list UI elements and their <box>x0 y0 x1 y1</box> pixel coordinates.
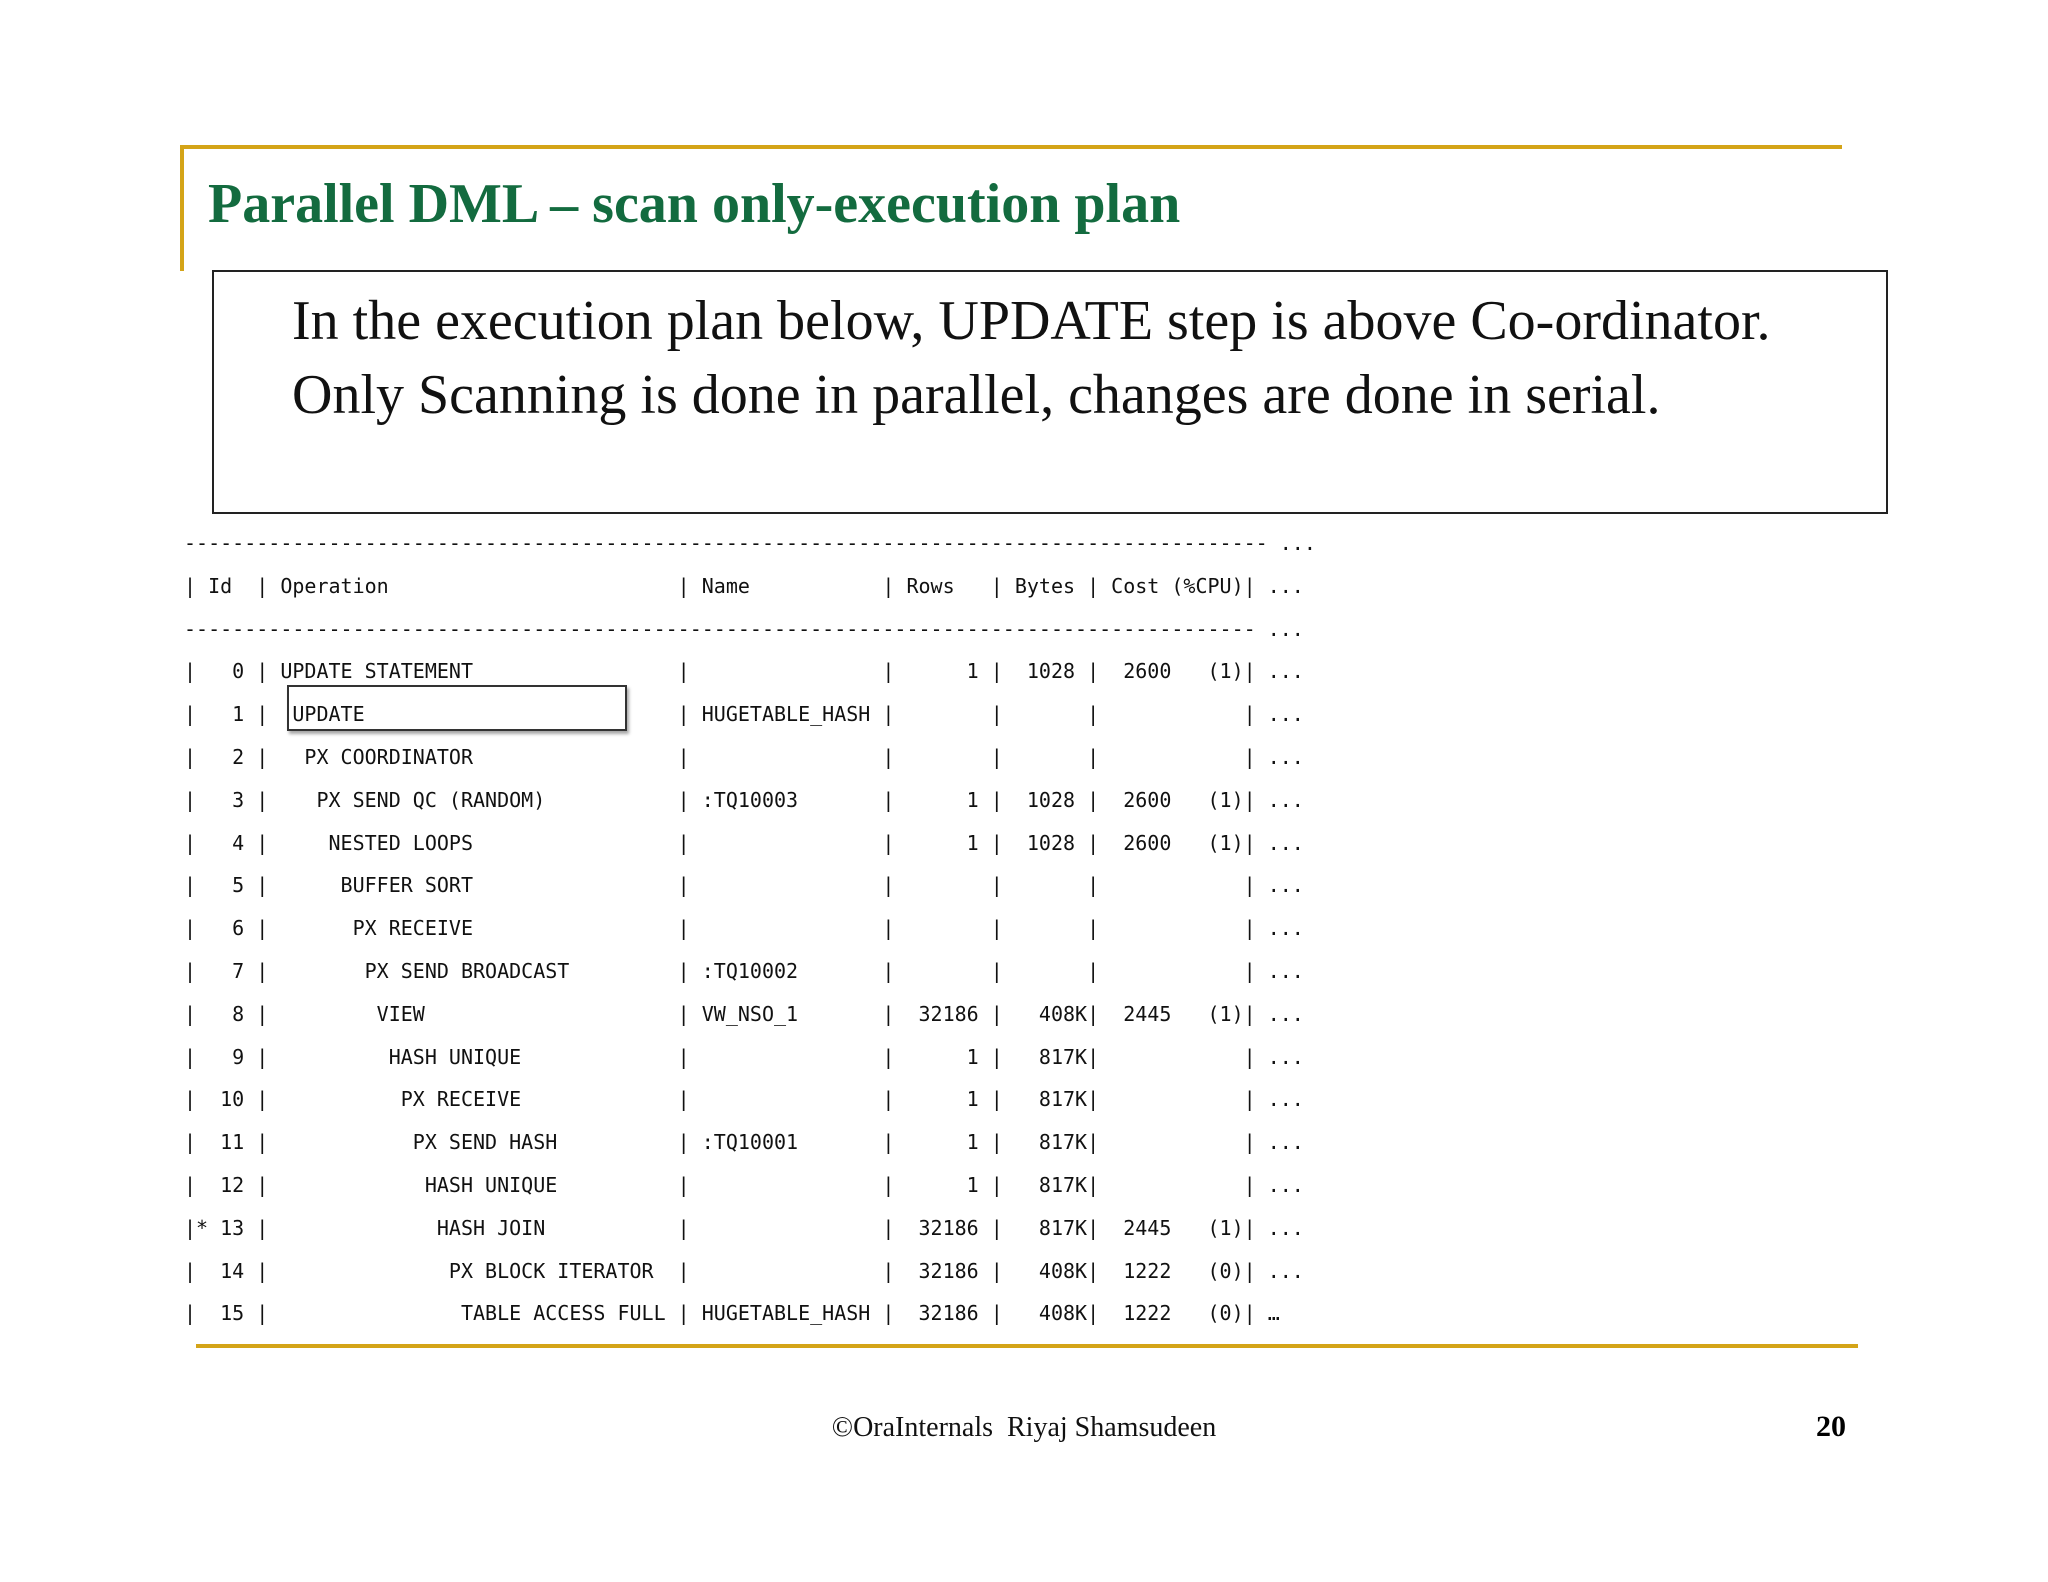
plan-row: | 10 | PX RECEIVE | | 1 | 817K| | ... <box>184 1087 1304 1112</box>
plan-separator-top: ------------------------------------------------------------------------------------------ ... <box>184 531 1316 555</box>
plan-row: | 9 | HASH UNIQUE | | 1 | 817K| | ... <box>184 1044 1304 1069</box>
execution-plan <box>184 522 1316 1335</box>
left-accent-rule <box>180 145 184 271</box>
top-accent-rule <box>180 145 1842 149</box>
plan-row: | 7 | PX SEND BROADCAST | :TQ10002 | | | | ... <box>184 958 1304 983</box>
plan-separator: ----------------------------------------------------------------------------------------- ... <box>184 616 1304 641</box>
slide-title: Parallel DML – scan only-execution plan <box>208 173 1181 235</box>
update-highlight-box <box>287 685 627 731</box>
plan-row: | 0 | UPDATE STATEMENT | | 1 | 1028 | 2600 (1)| ... <box>184 659 1304 684</box>
plan-row: | 8 | VIEW | VW_NSO_1 | 32186 | 408K| 2445 (1)| ... <box>184 1001 1304 1026</box>
plan-row: |* 13 | HASH JOIN | | 32186 | 817K| 2445 (1)| ... <box>184 1215 1304 1240</box>
plan-row: | 14 | PX BLOCK ITERATOR | | 32186 | 408K| 1222 (0)| ... <box>184 1258 1304 1283</box>
plan-row: | 6 | PX RECEIVE | | | | | ... <box>184 916 1304 941</box>
plan-row: | 2 | PX COORDINATOR | | | | | ... <box>184 744 1304 769</box>
plan-row: | 12 | HASH UNIQUE | | 1 | 817K| | ... <box>184 1172 1304 1197</box>
footer-copyright: ©OraInternals Riyaj Shamsudeen <box>831 1412 1217 1443</box>
plan-row-update: | 1 | UPDATE | HUGETABLE_HASH | | | | ... <box>184 702 1304 727</box>
plan-row: | 5 | BUFFER SORT | | | | | ... <box>184 873 1304 898</box>
plan-row: | 3 | PX SEND QC (RANDOM) | :TQ10003 | 1 | 1028 | 2600 (1)| ... <box>184 787 1304 812</box>
plan-row: | 15 | TABLE ACCESS FULL | HUGETABLE_HASH | 32186 | 408K| 1222 (0)| … <box>184 1301 1280 1326</box>
callout-box <box>212 270 1888 514</box>
plan-row: | 11 | PX SEND HASH | :TQ10001 | 1 | 817K| | ... <box>184 1130 1304 1155</box>
page-number: 20 <box>1816 1410 1846 1443</box>
plan-row: | 4 | NESTED LOOPS | | 1 | 1028 | 2600 (1)| ... <box>184 830 1304 855</box>
bottom-accent-rule <box>196 1344 1858 1348</box>
plan-header-row: | Id | Operation | Name | Rows | Bytes | Cost (%CPU)| ... <box>184 573 1304 598</box>
callout-text: In the execution plan below, UPDATE step is above Co-ordinator. Only Scanning is done in parallel, changes are done in serial. <box>292 290 1771 426</box>
